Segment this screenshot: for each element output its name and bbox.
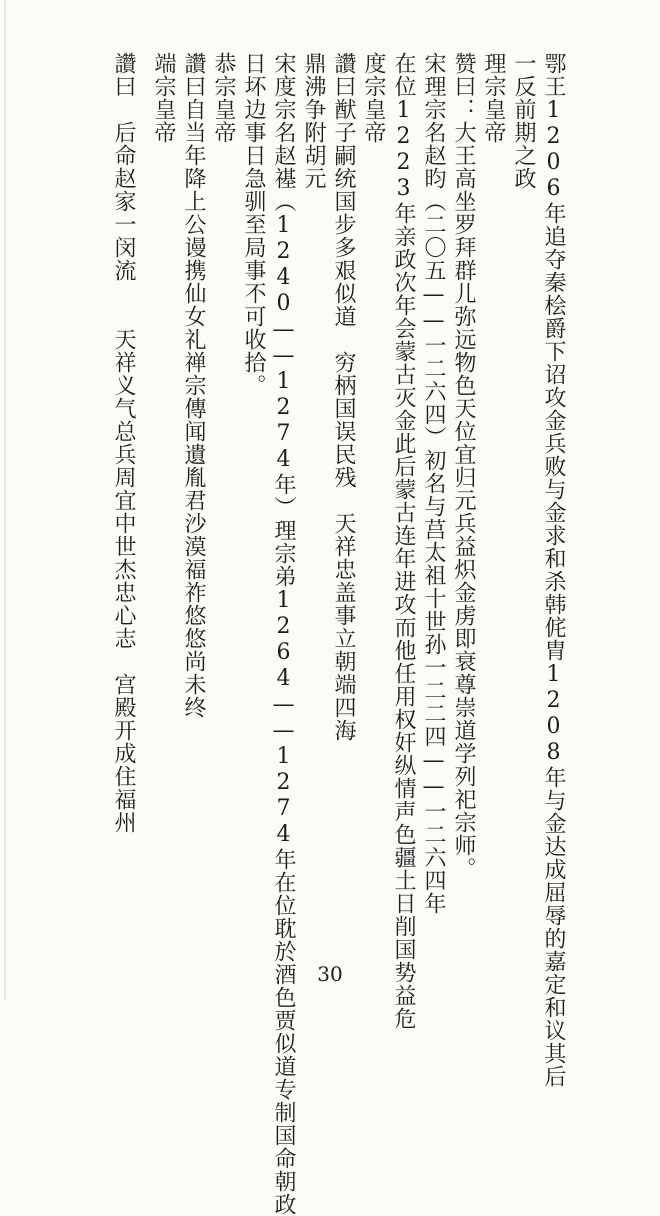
text-column-6: 在位1223年亲政次年会蒙古灭金此后蒙古连年进攻而他任用权奸纵情声色疆土日削国势益危 xyxy=(391,52,416,1030)
page-number: 30 xyxy=(317,962,343,986)
text-column-4: 赞曰：大王高坐罗拜群儿弥远物色天位宜归元兵益炽金虏即衰尊崇道学列祀宗师。 xyxy=(451,52,476,880)
text-column-11: 日坏边事日急驯至局事不可收拾。 xyxy=(241,52,266,397)
scan-edge-left xyxy=(4,0,6,1000)
text-column-2: 一反前期之政 xyxy=(511,52,536,190)
text-column-1: 鄂王1206年追夺秦桧爵下诏攻金兵败与金求和杀韩侂胄1208年与金达成屈辱的嘉定和议其后 xyxy=(541,52,566,1088)
text-column-12: 恭宗皇帝 xyxy=(211,52,236,144)
text-column-10: 宋度宗名赵禥（1240——1274年）理宗弟1264——1274年在位耽於酒色贾似道专制国命朝政 xyxy=(271,52,296,1216)
text-column-14: 端宗皇帝 xyxy=(151,52,176,144)
text-column-13: 讚曰自当年降上公谩携仙女礼禅宗傳闻遺胤君沙漠福祚悠悠尚未终 xyxy=(181,52,206,719)
text-column-3: 理宗皇帝 xyxy=(481,52,506,144)
text-column-8: 讚曰猷子嗣统国步多艰似道 穷柄国误民残 天祥忠盖事立朝端四海 xyxy=(331,52,356,742)
text-column-9: 鼎沸争附胡元 xyxy=(301,52,326,190)
text-column-5: 宋理宗名赵昀（二〇五——一二六四）初名与莒太祖十世孙一二二四——一二六四年 xyxy=(421,52,446,915)
text-column-7: 度宗皇帝 xyxy=(361,52,386,144)
text-column-15: 讚曰 后命赵家一闵流 天祥义气总兵周宜中世杰忠心志 宫殿开成住福州 xyxy=(111,52,136,834)
